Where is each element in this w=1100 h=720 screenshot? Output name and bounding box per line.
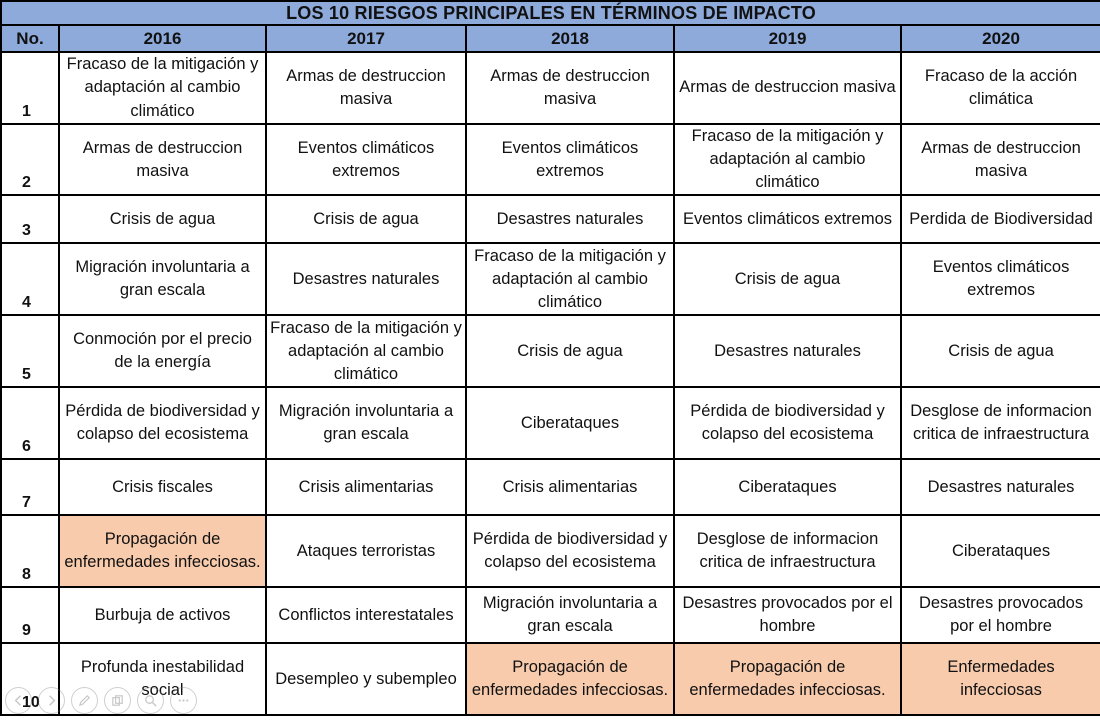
row-number: 5 <box>1 315 59 387</box>
table-body <box>1 52 1100 715</box>
header-year-2016: 2016 <box>59 25 266 52</box>
risk-cell-2020: Perdida de Biodiversidad <box>901 195 1100 243</box>
risk-cell-2016: Propagación de enfermedades infecciosas. <box>59 515 266 587</box>
risk-cell-2020: Armas de destruccion masiva <box>901 124 1100 195</box>
risk-cell-2016: Fracaso de la mitigación y adaptación al cambio climático <box>59 52 266 124</box>
risk-cell-2016: Crisis de agua <box>59 195 266 243</box>
copy-icon[interactable] <box>104 687 131 714</box>
risk-cell-2019: Desastres naturales <box>674 315 901 387</box>
header-year-2017: 2017 <box>266 25 466 52</box>
row-number: 2 <box>1 124 59 195</box>
risk-cell-2017: Desastres naturales <box>266 243 466 315</box>
risk-cell-2017: Armas de destruccion masiva <box>266 52 466 124</box>
table-row <box>1 243 1100 315</box>
risk-cell-2018: Fracaso de la mitigación y adaptación al cambio climático <box>466 243 674 315</box>
risk-cell-2016: Armas de destruccion masiva <box>59 124 266 195</box>
table-row <box>1 459 1100 515</box>
risk-cell-2020: Desglose de informacion critica de infraestructura <box>901 387 1100 459</box>
risk-cell-2018: Ciberataques <box>466 387 674 459</box>
row-number: 3 <box>1 195 59 243</box>
zoom-icon[interactable] <box>137 687 164 714</box>
header-no: No. <box>1 25 59 52</box>
risk-cell-2019: Desastres provocados por el hombre <box>674 587 901 643</box>
table-row <box>1 515 1100 587</box>
risk-cell-2019: Propagación de enfermedades infecciosas. <box>674 643 901 715</box>
title-row <box>1 1 1100 25</box>
table-row <box>1 587 1100 643</box>
risk-cell-2020: Desastres naturales <box>901 459 1100 515</box>
row-number: 7 <box>1 459 59 515</box>
prev-icon[interactable] <box>5 687 32 714</box>
table-title: LOS 10 RIESGOS PRINCIPALES EN TÉRMINOS DE IMPACTO <box>1 1 1100 25</box>
risk-cell-2017: Desempleo y subempleo <box>266 643 466 715</box>
table-row <box>1 387 1100 459</box>
risk-cell-2016: Pérdida de biodiversidad y colapso del ecosistema <box>59 387 266 459</box>
next-icon[interactable] <box>38 687 65 714</box>
risk-cell-2019: Pérdida de biodiversidad y colapso del ecosistema <box>674 387 901 459</box>
risk-cell-2016: Conmoción por el precio de la energía <box>59 315 266 387</box>
more-icon[interactable] <box>170 687 197 714</box>
risk-cell-2018: Eventos climáticos extremos <box>466 124 674 195</box>
risk-cell-2018: Propagación de enfermedades infecciosas. <box>466 643 674 715</box>
table-row <box>1 124 1100 195</box>
risk-cell-2017: Fracaso de la mitigación y adaptación al cambio climático <box>266 315 466 387</box>
risk-cell-2017: Conflictos interestatales <box>266 587 466 643</box>
risk-cell-2019: Eventos climáticos extremos <box>674 195 901 243</box>
row-number: 10 <box>1 643 59 715</box>
risk-cell-2019: Fracaso de la mitigación y adaptación al cambio climático <box>674 124 901 195</box>
table-row <box>1 195 1100 243</box>
risk-cell-2018: Armas de destruccion masiva <box>466 52 674 124</box>
risk-cell-2018: Crisis de agua <box>466 315 674 387</box>
row-number: 9 <box>1 587 59 643</box>
risk-cell-2016: Crisis fiscales <box>59 459 266 515</box>
header-year-2018: 2018 <box>466 25 674 52</box>
risk-cell-2017: Crisis alimentarias <box>266 459 466 515</box>
risk-cell-2017: Crisis de agua <box>266 195 466 243</box>
risk-cell-2018: Pérdida de biodiversidad y colapso del ecosistema <box>466 515 674 587</box>
risk-cell-2017: Ataques terroristas <box>266 515 466 587</box>
table-row <box>1 52 1100 124</box>
row-number: 6 <box>1 387 59 459</box>
row-number: 8 <box>1 515 59 587</box>
risk-cell-2018: Desastres naturales <box>466 195 674 243</box>
header-year-2020: 2020 <box>901 25 1100 52</box>
risk-cell-2020: Crisis de agua <box>901 315 1100 387</box>
risk-cell-2018: Migración involuntaria a gran escala <box>466 587 674 643</box>
risk-cell-2019: Desglose de informacion critica de infraestructura <box>674 515 901 587</box>
risk-cell-2019: Crisis de agua <box>674 243 901 315</box>
row-number: 4 <box>1 243 59 315</box>
header-row <box>1 25 1100 52</box>
risk-cell-2018: Crisis alimentarias <box>466 459 674 515</box>
risk-cell-2019: Armas de destruccion masiva <box>674 52 901 124</box>
risk-cell-2017: Migración involuntaria a gran escala <box>266 387 466 459</box>
risk-cell-2017: Eventos climáticos extremos <box>266 124 466 195</box>
risk-cell-2019: Ciberataques <box>674 459 901 515</box>
risk-cell-2020: Enfermedades infecciosas <box>901 643 1100 715</box>
row-number: 1 <box>1 52 59 124</box>
slide-toolbar <box>5 687 197 714</box>
risk-cell-2020: Desastres provocados por el hombre <box>901 587 1100 643</box>
risk-cell-2020: Eventos climáticos extremos <box>901 243 1100 315</box>
risk-cell-2016: Burbuja de activos <box>59 587 266 643</box>
risk-cell-2016: Profunda inestabilidad social <box>59 643 266 715</box>
risk-cell-2020: Ciberataques <box>901 515 1100 587</box>
pen-icon[interactable] <box>71 687 98 714</box>
risk-cell-2020: Fracaso de la acción climática <box>901 52 1100 124</box>
risk-cell-2016: Migración involuntaria a gran escala <box>59 243 266 315</box>
header-year-2019: 2019 <box>674 25 901 52</box>
table-row <box>1 315 1100 387</box>
